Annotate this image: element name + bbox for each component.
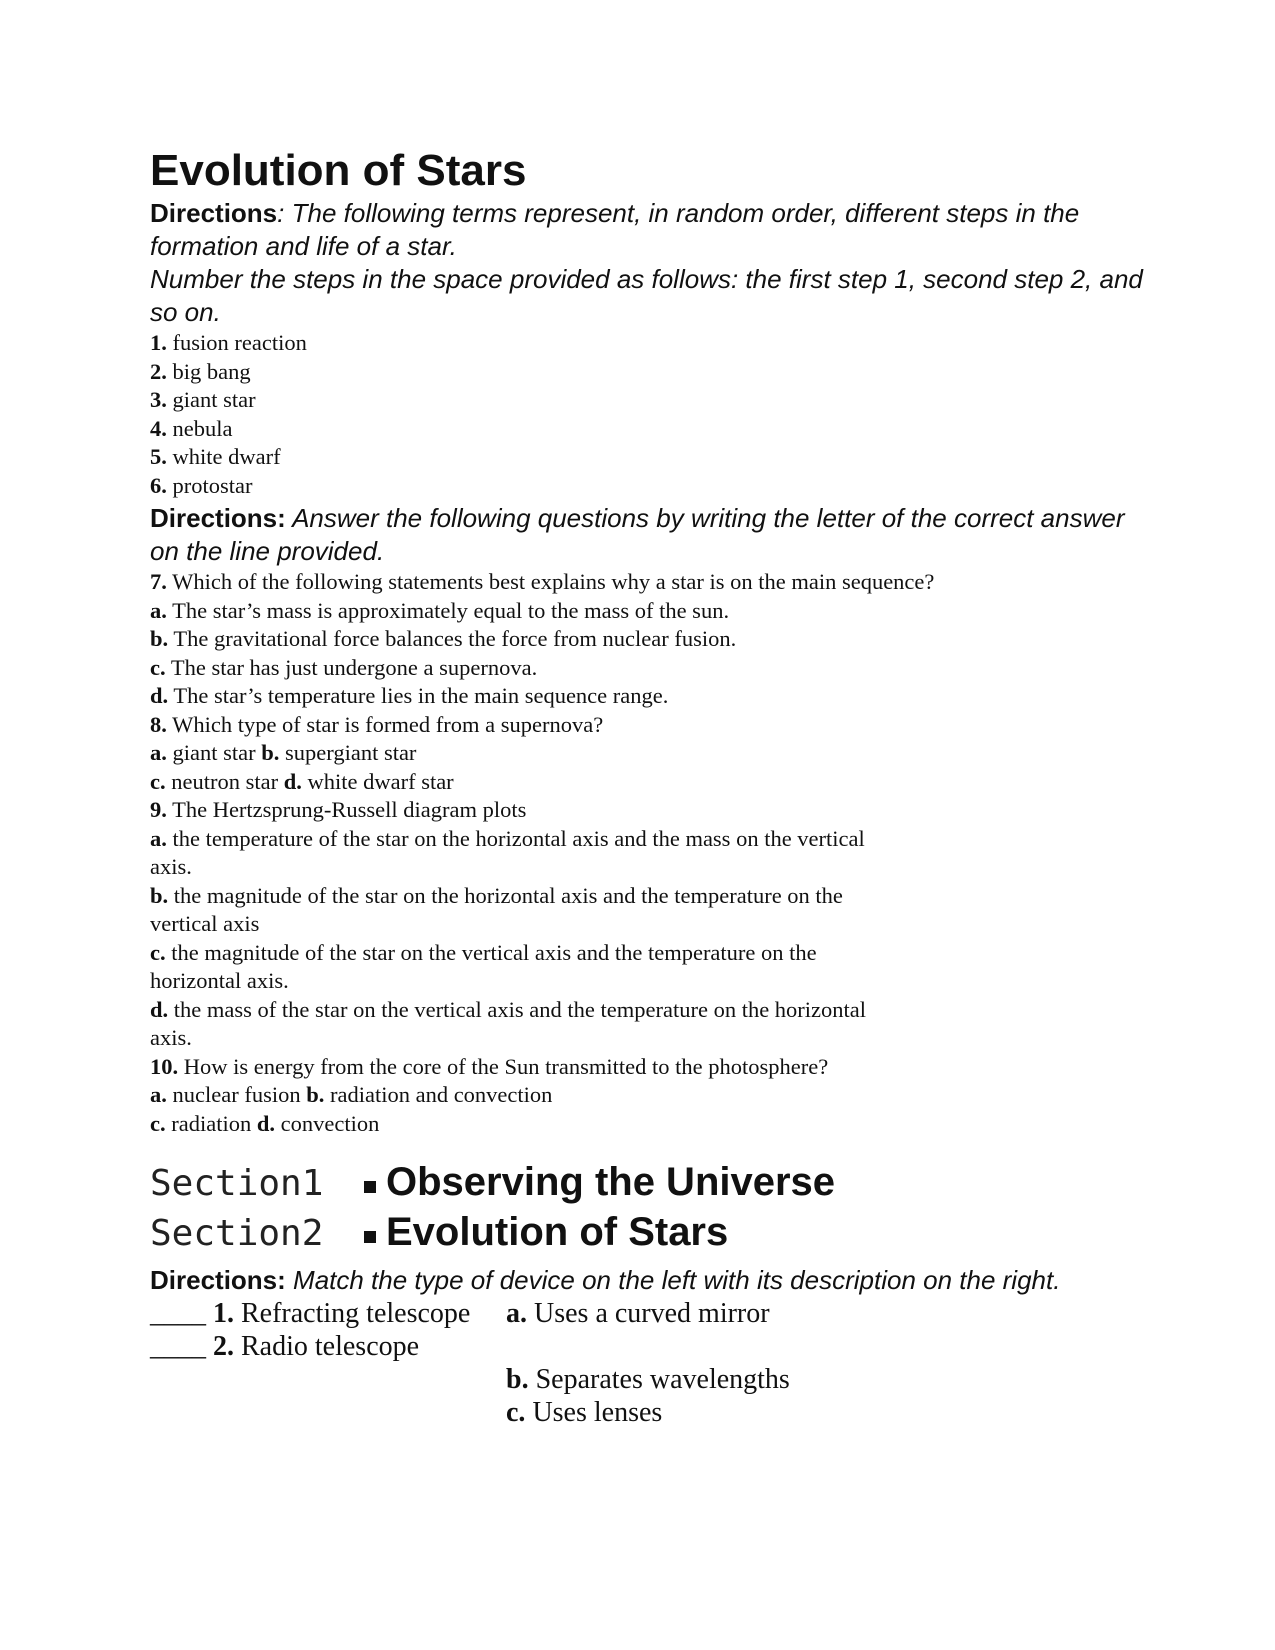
directions-text: : The following terms represent, in random order, different steps in the formation and life of a star. (150, 198, 1080, 261)
answer-option: c. neutron star d. white dwarf star (150, 768, 454, 794)
match-left-item: ____ 1. Refracting telescope (150, 1298, 471, 1329)
item-text: giant star (166, 387, 256, 412)
directions-3 (150, 1264, 1150, 1297)
answer-option: a. giant star b. supergiant star (150, 740, 417, 765)
answer-option: c. The star has just undergone a supernova. (150, 654, 538, 680)
square-bullet-icon (364, 1231, 376, 1243)
list-item (150, 472, 1150, 501)
question-text: 9. The Hertzsprung-Russell diagram plots (150, 797, 527, 822)
steps-list (150, 329, 1150, 500)
match-left-item: ____ 2. Radio telescope (150, 1331, 420, 1362)
item-number: 4. (150, 415, 167, 441)
question-8 (150, 711, 1150, 797)
square-bullet-icon (364, 1181, 376, 1193)
item-text: nebula (166, 415, 233, 441)
section-heading-2 (150, 1210, 1150, 1260)
directions-text: Answer the following questions by writing the letter of the correct answer on the line provided. (150, 503, 1125, 566)
question-text: 8. Which type of star is formed from a supernova? (150, 711, 604, 737)
question-9 (150, 796, 1150, 1053)
answer-option: a. the temperature of the star on the horizontal axis and the mass on the vertical axis. (150, 825, 865, 879)
question-text: 7. Which of the following statements best explains why a star is on the main sequence? (150, 569, 935, 594)
page-title: Evolution of Stars (150, 146, 527, 195)
list-item (150, 329, 1150, 358)
section-title: Evolution of Stars (386, 1210, 729, 1254)
answer-option: c. the magnitude of the star on the vertical axis and the temperature on the horizontal axis. (150, 939, 817, 993)
match-right-item: a. Uses a curved mirror (506, 1298, 770, 1329)
item-text: big bang (166, 358, 251, 384)
answer-option: d. the mass of the star on the vertical axis and the temperature on the horizontal axis. (150, 996, 867, 1050)
matching-exercise (150, 1297, 1150, 1427)
item-text: fusion reaction (166, 330, 307, 355)
item-text: white dwarf (166, 444, 281, 469)
list-item (150, 386, 1150, 415)
item-number: 1. (150, 330, 167, 355)
answer-option: a. The star’s mass is approximately equal to the mass of the sun. (150, 597, 730, 623)
match-right-item: c. Uses lenses (506, 1397, 663, 1428)
list-item (150, 443, 1150, 472)
item-number: 3. (150, 387, 167, 412)
answer-option: a. nuclear fusion b. radiation and convection (150, 1082, 553, 1107)
question-text: 10. How is energy from the core of the Sun transmitted to the photosphere? (150, 1053, 829, 1079)
item-number: 2. (150, 358, 167, 384)
answer-option: d. The star’s temperature lies in the main sequence range. (150, 683, 669, 708)
section-label: Section2 (150, 1213, 324, 1254)
answer-option: c. radiation d. convection (150, 1110, 380, 1136)
answer-option: b. the magnitude of the star on the horizontal axis and the temperature on the vertical axis (150, 882, 843, 936)
directions-1 (150, 197, 1150, 263)
list-item (150, 415, 1150, 444)
section-title: Observing the Universe (386, 1160, 836, 1204)
question-7 (150, 568, 1150, 711)
list-item (150, 358, 1150, 387)
worksheet-page (150, 145, 1150, 1427)
section-label: Section1 (150, 1163, 324, 1204)
directions-label: Directions: (150, 1265, 286, 1295)
item-text: protostar (166, 472, 253, 498)
section-heading-1 (150, 1160, 1150, 1210)
answer-option: b. The gravitational force balances the force from nuclear fusion. (150, 626, 737, 651)
item-number: 5. (150, 444, 167, 469)
answer-blank[interactable]: ____ (150, 1298, 206, 1329)
match-right-item: b. Separates wavelengths (506, 1364, 790, 1395)
directions-label: Directions: (150, 503, 286, 533)
directions-label: Directions (150, 198, 278, 228)
directions-2 (150, 502, 1150, 568)
directions-text: Number the steps in the space provided as follows: the first step 1, second step 2, and so on. (150, 264, 1143, 327)
directions-text: Match the type of device on the left with its description on the right. (285, 1265, 1061, 1295)
item-number: 6. (150, 472, 167, 498)
directions-1-continued (150, 263, 1150, 329)
answer-blank[interactable]: ____ (150, 1331, 206, 1362)
question-10 (150, 1053, 1150, 1139)
